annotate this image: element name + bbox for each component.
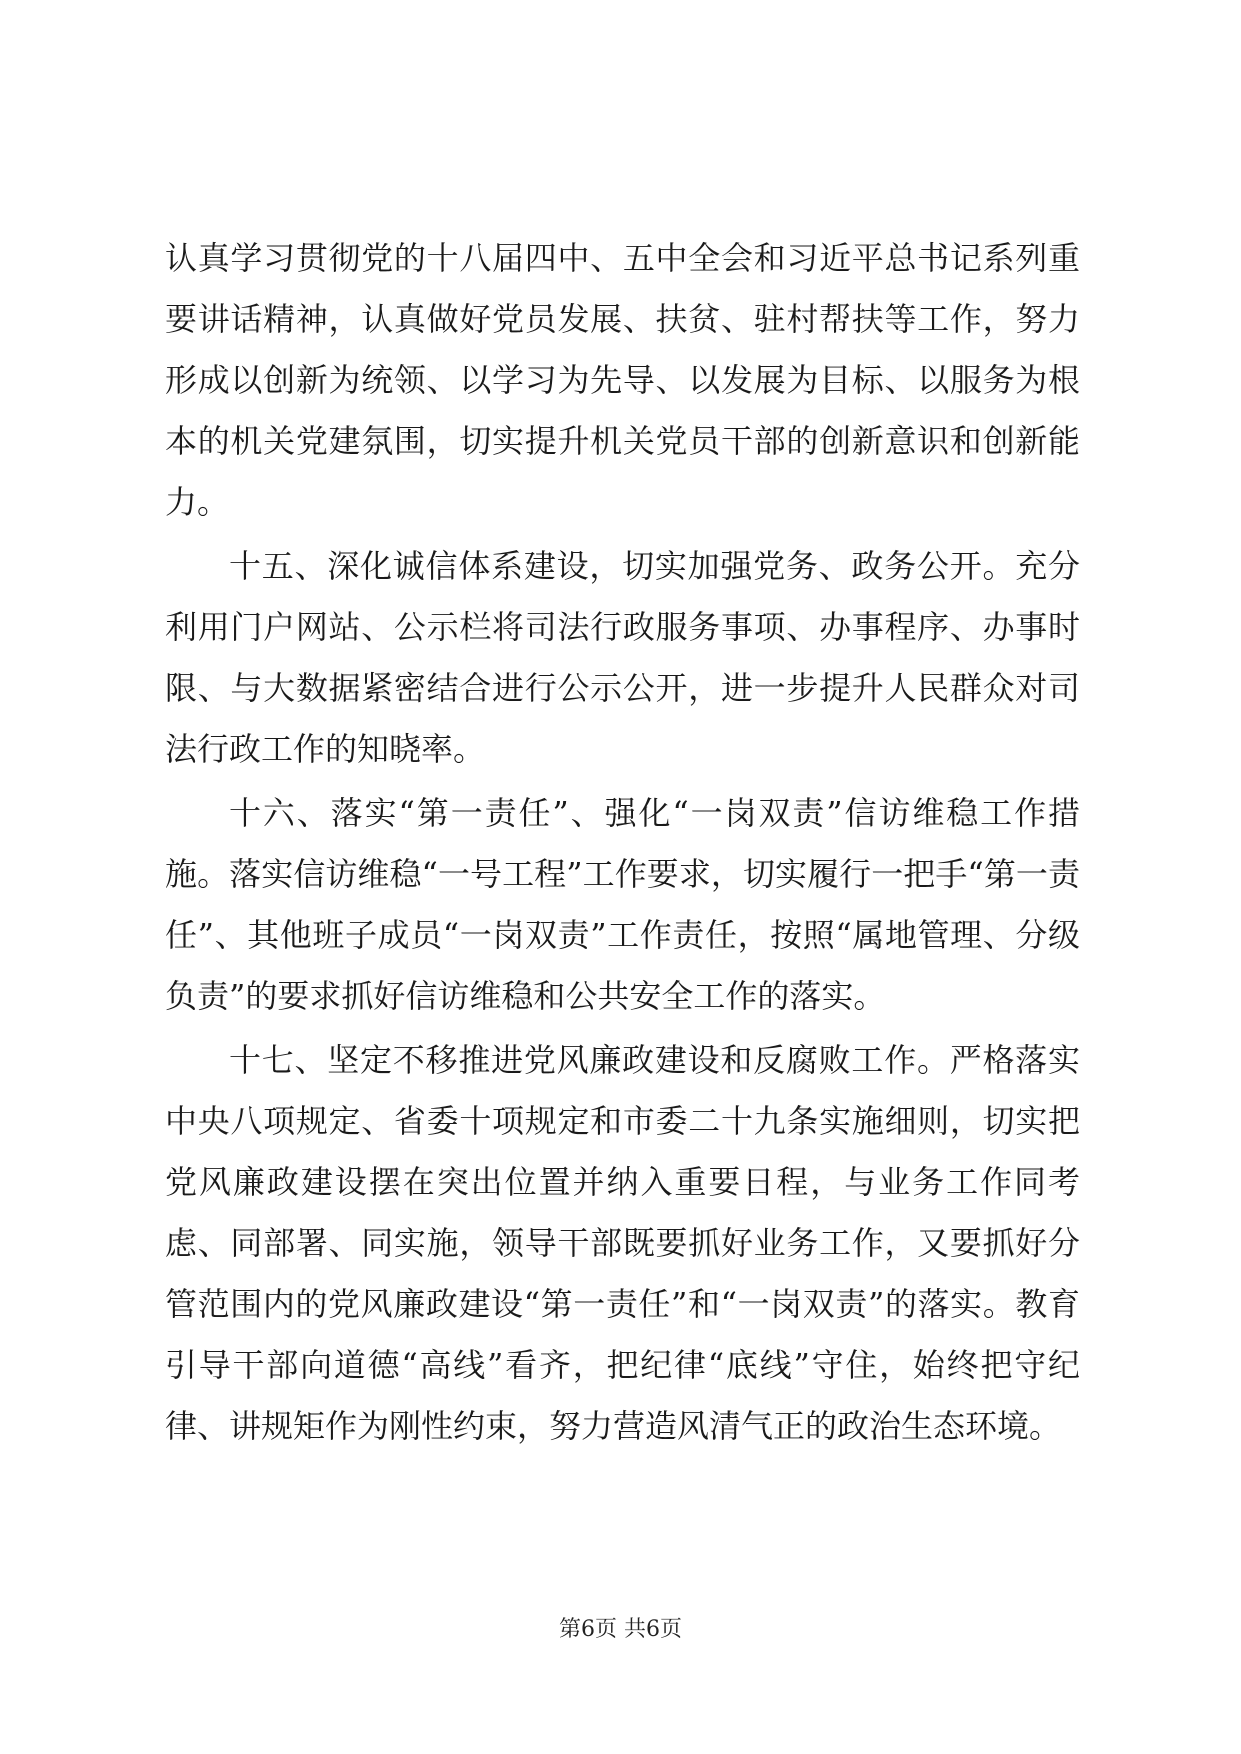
paragraph-item-15: 十五、深化诚信体系建设，切实加强党务、政务公开。充分利用门户网站、公示栏将司法行政服务事项、办事程序、办事时限、与大数据紧密结合进行公示公开，进一步提升人民群众对司法行政工作的知晓率。	[165, 547, 1080, 768]
paragraph-continuation: 认真学习贯彻党的十八届四中、五中全会和习近平总书记系列重要讲话精神，认真做好党员发展、扶贫、驻村帮扶等工作，努力形成以创新为统领、以学习为先导、以发展为目标、以服务为根本的机关党建氛围，切实提升机关党员干部的创新意识和创新能力。	[165, 239, 1080, 521]
paragraph-item-16: 十六、落实“第一责任”、强化“一岗双责”信访维稳工作措施。落实信访维稳“一号工程”工作要求，切实履行一把手“第一责任”、其他班子成员“一岗双责”工作责任，按照“属地管理、分级负责”的要求抓好信访维稳和公共安全工作的落实。	[165, 794, 1080, 1015]
page-footer: 第6页 共6页	[559, 1617, 682, 1642]
paragraph-item-17: 十七、坚定不移推进党风廉政建设和反腐败工作。严格落实中央八项规定、省委十项规定和市委二十九条实施细则，切实把党风廉政建设摆在突出位置并纳入重要日程，与业务工作同考虑、同部署、同实施，领导干部既要抓好业务工作，又要抓好分管范围内的党风廉政建设“第一责任”和“一岗双责”的落实。教育引导干部向道德“高线”看齐，把纪律“底线”守住，始终把守纪律、讲规矩作为刚性约束，努力营造风清气正的政治生态环境。	[165, 1041, 1080, 1445]
document-body	[165, 228, 1080, 1460]
